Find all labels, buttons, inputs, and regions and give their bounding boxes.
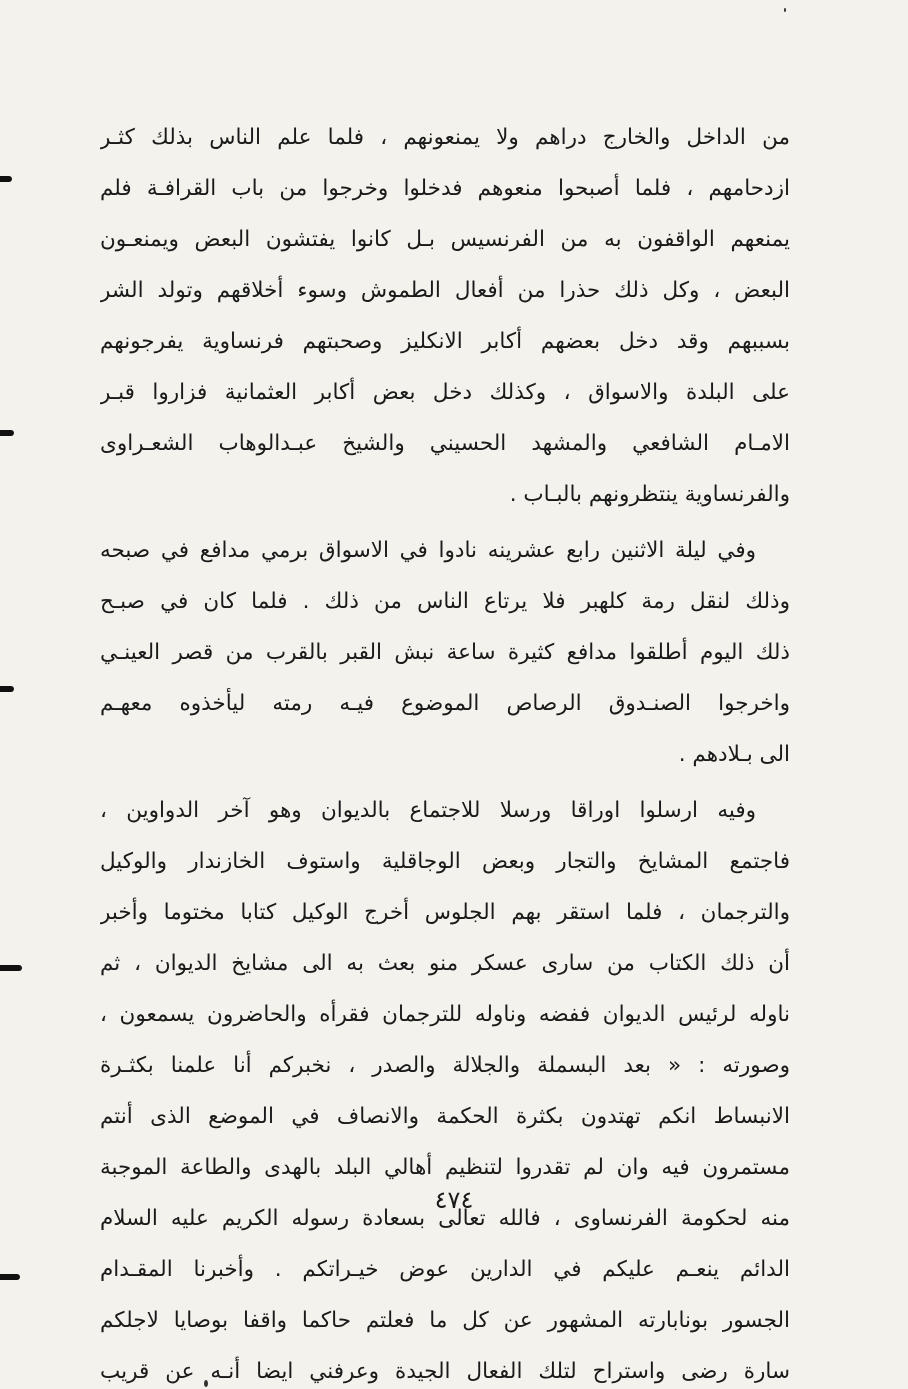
text-line: والفرنساوية ينتظرونهم بالبـاب . [509, 482, 790, 507]
text-line: الانبساط انكم تهتدون بكثرة الحكمة والانصاف في الموضع الذى أنتم [100, 1104, 790, 1129]
text-line: وذلك لنقل رمة كلهبر فلا يرتاع الناس من ذلك . فلما كان في صبـح [100, 589, 790, 614]
text-line: وفي ليلة الاثنين رابع عشرينه نادوا في الاسواق برمي مدافع في صبحه [100, 538, 756, 563]
text-line: يمنعهم الواقفون به من الفرنسيس بـل كانوا يفتشون البعض ويمنعـون [100, 227, 790, 252]
paragraph-2 [100, 525, 790, 780]
paragraph-3 [100, 785, 790, 1389]
text-line: وصورته : « بعد البسملة والجلالة والصدر ، نخبركم أنا علمنا بكثـرة [100, 1053, 790, 1078]
text-line: سارة رضى واستراح لتلك الفعال الجيدة وعرفني ايضا أنـه عن قريب [100, 1359, 790, 1384]
margin-mark [0, 1274, 20, 1280]
paper-speck [784, 8, 786, 12]
margin-mark [0, 686, 14, 692]
text-line: من الداخل والخارج دراهم ولا يمنعونهم ، فلما علم الناس بذلك كثـر [100, 125, 790, 150]
text-line: وفيه ارسلوا اوراقا ورسلا للاجتماع بالديوان وهو آخر الدواوين ، [100, 798, 756, 823]
text-line: والترجمان ، فلما استقر بهم الجلوس أخرج الوكيل كتابا مختوما وأخبر [100, 900, 790, 925]
text-line: الامـام الشافعي والمشهد الحسيني والشيخ عبـدالوهاب الشعـراوى [100, 431, 790, 456]
text-line: البعض ، وكل ذلك حذرا من أفعال الطموش وسوء أخلاقهم وتولد الشر [100, 278, 790, 303]
text-line: ازدحامهم ، فلما أصبحوا منعوهم فدخلوا وخرجوا من باب القرافـة فلم [100, 176, 790, 201]
text-line: أن ذلك الكتاب من سارى عسكر منو بعث به الى مشايخ الديوان ، ثم [100, 951, 790, 976]
text-line: الجسور بونابارته المشهور عن كل ما فعلتم حاكما واقفا بوصايا لاجلكم [100, 1308, 790, 1333]
text-line: الدائم ينعـم عليكم في الدارين عوض خيـراتكم . وأخبرنا المقـدام [100, 1257, 790, 1282]
margin-mark [0, 430, 14, 436]
text-line: ناوله لرئيس الديوان ففضه وناوله للترجمان فقرأه والحاضرون يسمعون ، [100, 1002, 790, 1027]
text-line: فاجتمع المشايخ والتجار وبعض الوجاقلية واستوف الخازندار والوكيل [100, 849, 790, 874]
text-line: بسببهم وقد دخل بعضهم أكابر الانكليز وصحبتهم فرنساوية يفرجونهم [100, 329, 790, 354]
margin-mark [0, 965, 22, 971]
margin-mark [0, 176, 12, 182]
text-line: مستمرون فيه وان لم تقدروا لتنظيم أهالي البلد بالهدى والطاعة الموجبة [100, 1155, 790, 1180]
text-line: منه لحكومة الفرنساوى ، فالله تعالى بسعادة رسوله الكريم عليه السلام [100, 1206, 790, 1231]
paragraph-1 [100, 112, 790, 520]
text-line: واخرجوا الصنـدوق الرصاص الموضوع فيـه رمته ليأخذوه معهـم [100, 691, 790, 716]
text-line: ذلك اليوم أطلقوا مدافع كثيرة ساعة نبش القبر بالقرب من قصر العينـي [100, 640, 790, 665]
text-line: الى بـلادهم . [678, 742, 790, 767]
text-line: على البلدة والاسواق ، وكذلك دخل بعض أكابر العثمانية فزاروا قبـر [100, 380, 790, 405]
page-number: ٤٧٤ [434, 1186, 474, 1214]
